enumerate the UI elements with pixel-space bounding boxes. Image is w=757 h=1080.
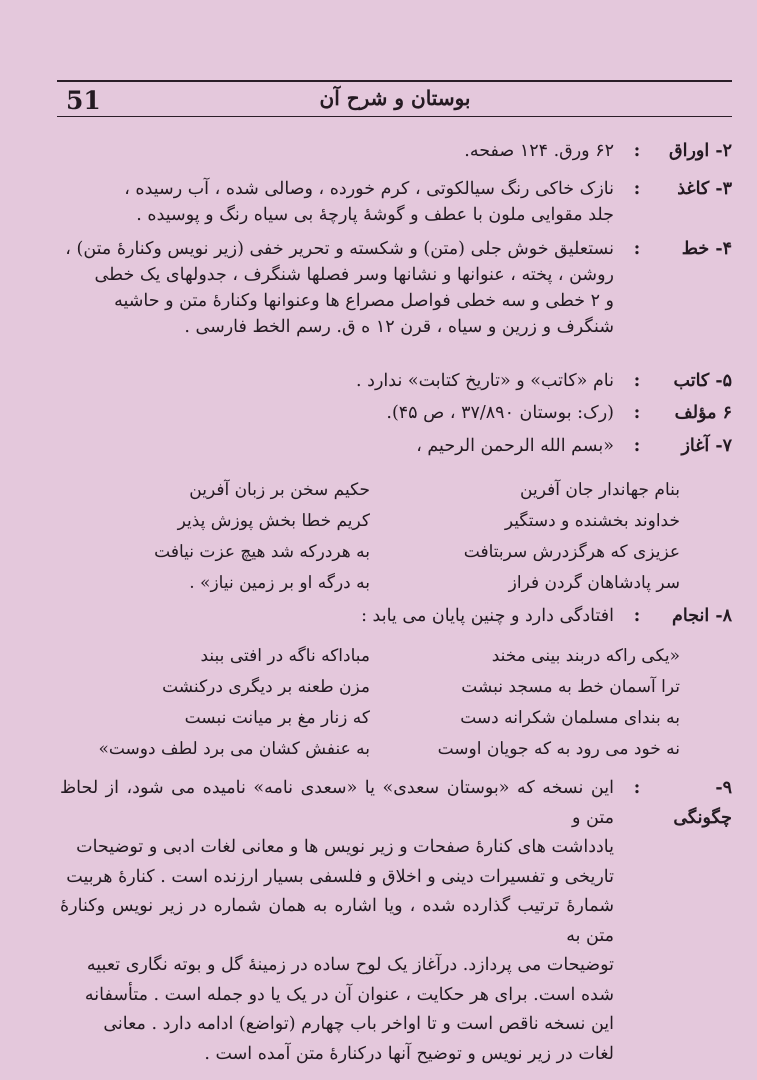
verse-hemistich: مباداکه ناگه در افتی ببند [200,645,370,666]
verse-line [80,733,680,764]
entry-body [60,774,614,1069]
entry-body [60,236,614,340]
entry-label: ۶ مؤلف [674,403,732,423]
entry-label: ۵- کاتب [673,371,732,391]
verse-line [80,505,680,536]
entry-line: توضیحات می پردازد. درآغاز یک لوح ساده در زمینهٔ گل و بوته نگاری تعبیه [86,955,614,975]
entry-body [60,368,614,394]
verse-hemistich: «یکی راکه دربند بینی مخند [491,645,680,666]
entry-line: افتادگی دارد و چنین پایان می یابد : [361,606,614,626]
running-header-title: بوستان و شرح آن [319,86,471,110]
entry-line: لغات در زیر نویس و توضیح آنها درکنارهٔ متن آمده است . [204,1043,614,1064]
page-number: 51 [66,86,101,115]
header-bottom-rule [57,116,732,117]
entry-body [60,138,614,164]
entry-body [60,176,614,228]
verse-hemistich: به عنفش کشان می برد لطف دوست» [98,738,370,759]
entry-colon: : [633,436,641,456]
entry-colon: : [633,371,641,391]
entry-beginning [60,433,732,459]
entry-body [60,603,614,629]
entry-folios [60,138,732,164]
entry-label: ۸- انجام [672,606,732,626]
entry-line: این نسخه ناقص است و تا اواخر باب چهارم (تواضع) ادامه دارد . معانی [103,1014,614,1034]
entry-label: ۲- اوراق [669,141,732,161]
verse-line [80,640,680,671]
entry-line: نام «کاتب» و «تاریخ کتابت» ندارد . [356,371,614,391]
entry-line: (رک: بوستان ۳۷/۸۹۰ ، ص ۴۵). [386,403,614,423]
verse-line [80,671,680,702]
entry-line: شمارهٔ ترتیب گذارده شده ، ویا اشاره به همان شماره در زیر نویس وکنارهٔ متن به [60,896,614,946]
verse-hemistich: که زنار مغ بر میانت نبست [184,707,370,728]
verse-hemistich: به هردرکه شد هیچ عزت نیافت [154,541,370,562]
entry-line: و ۲ خطی و سه خطی فواصل مصراع ها وعنوانها وکنارهٔ متن و حاشیه [114,291,614,311]
entry-line: نستعلیق خوش جلی (متن) و شکسته و تحریر خفی (زیر نویس وکنارهٔ متن) ، [65,239,614,259]
entry-line: «بسم الله الرحمن الرحیم ، [416,436,614,456]
entry-colon: : [633,403,641,423]
entry-colon: : [633,179,641,199]
verse-hemistich: بنام جهاندار جان آفرین [520,479,680,500]
entry-line: تاریخی و تفسیرات دینی و اخلاق و فلسفی بسیار ارزنده است . کنارهٔ هربیت [66,866,614,887]
entry-line: شده است. برای هر حکایت ، عنوان آن در یک یا دو جمله است . متأسفانه [84,984,614,1005]
entry-label: ۴- خط [681,239,732,259]
entry-line: جلد مقوایی ملون با عطف و گوشهٔ پارچهٔ بی سیاه رنگ و پوسیده . [136,205,614,225]
entry-body [60,400,614,426]
ending-verses [80,640,680,764]
verse-hemistich: عزیزی که هرگزدرش سربتافت [463,541,680,562]
entry-colon: : [633,239,641,259]
entry-script [60,236,732,340]
entry-line: شنگرف و زرین و سیاه ، قرن ۱۲ ه ق. رسم الخط فارسی . [184,317,614,337]
entry-scribe [60,368,732,394]
entry-line: این نسخه که «بوستان سعدی» یا «سعدی نامه» نامیده می شود، از لحاظ متن و [60,778,614,828]
entry-colon: : [633,141,641,161]
verse-hemistich: به بندای مسلمان شکرانه دست [460,707,680,728]
verse-hemistich: به درگه او بر زمین نیاز» . [189,572,370,593]
verse-hemistich: ترا آسمان خط به مسجد نبشت [461,676,680,697]
entry-colon: : [633,606,641,626]
entry-line: ۶۲ ورق. ۱۲۴ صفحه. [464,141,614,161]
entry-line: روشن ، پخته ، عنوانها و نشانها وسر فصلها شنگرف ، جدولهای یک خطی [94,265,614,285]
entry-colon: : [633,778,641,798]
entry-line: یادداشت های کنارهٔ صفحات و زیر نویس ها و معانی لغات ادبی و توضیحات [76,837,614,857]
header-top-rule [57,80,732,82]
entry-body [60,433,614,459]
verse-hemistich: مزن طعنه بر دیگری درکنشت [162,676,370,697]
verse-line [80,474,680,505]
entry-description [60,774,732,1069]
verse-line [80,536,680,567]
entry-ending [60,603,732,629]
entry-paper [60,176,732,228]
beginning-verses [80,474,680,598]
verse-line [80,567,680,598]
verse-hemistich: خداوند بخشنده و دستگیر [504,510,680,531]
verse-hemistich: کریم خطا بخش پوزش پذیر [177,510,370,531]
entry-label: ۹- چگونگی [673,778,732,828]
verse-hemistich: نه خود می رود به که جویان اوست [437,738,680,759]
entry-line: نازک خاکی رنگ سیالکوتی ، کرم خورده ، وصالی شده ، آب رسیده ، [124,179,614,199]
verse-line [80,702,680,733]
verse-hemistich: حکیم سخن بر زبان آفرین [189,479,370,500]
verse-hemistich: سر پادشاهان گردن فراز [508,572,680,593]
entry-label: ۳- کاغذ [677,179,732,199]
entry-author [60,400,732,426]
entry-label: ۷- آغاز [681,436,732,456]
